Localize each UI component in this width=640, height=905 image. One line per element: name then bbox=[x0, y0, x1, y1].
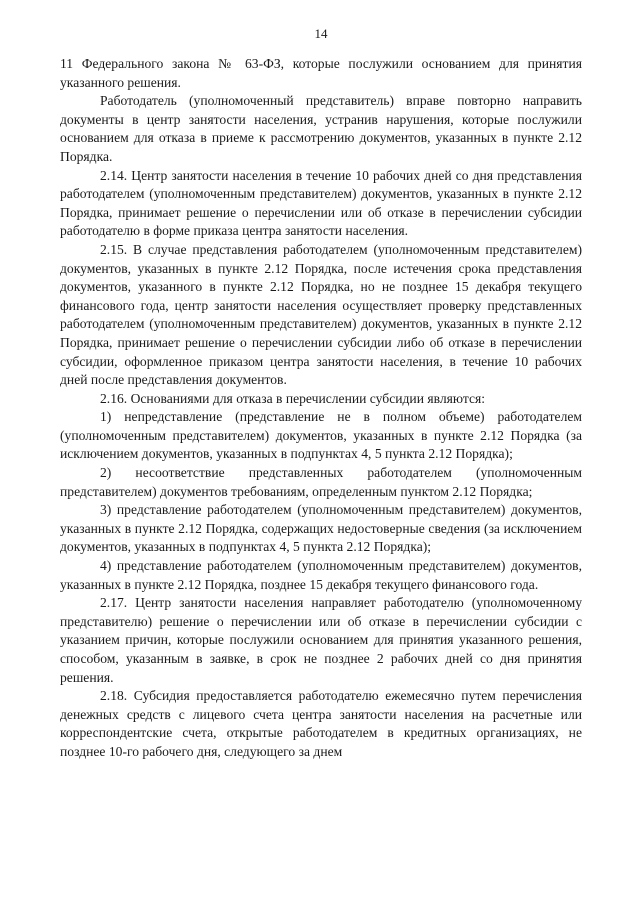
paragraph-continuation: 11 Федерального закона № 63-ФЗ, которые послужили основанием для принятия указанного решения. bbox=[60, 56, 582, 90]
list-item-2: 2) несоответствие представленных работодателем (уполномоченным представителем) документов требованиям, определенным пунктом 2.12 Порядка; bbox=[60, 465, 582, 499]
list-item-3: 3) представление работодателем (уполномоченным представителем) документов, указанных в пункте 2.12 Порядка, содержащих недостоверные сведения (за исключением документов, указанных в подпунктах 4, 5 пункта 2.12 Порядка); bbox=[60, 502, 582, 555]
paragraph-2-16: 2.16. Основаниями для отказа в перечислении субсидии являются: bbox=[100, 390, 486, 406]
paragraph-resubmission: Работодатель (уполномоченный представитель) вправе повторно направить документы в центр занятости населения, устранив нарушения, которые послужили основанием для отказа в приеме к рассмотрению документов, указанных в пункте 2.12 Порядка. bbox=[60, 93, 582, 164]
paragraph-2-14: 2.14. Центр занятости населения в течение 10 рабочих дней со дня представления работодателем (уполномоченным представителем) документов, указанных в пункте 2.12 Порядка, принимает решение о перечислении или об отказе в перечислении субсидии работодателю в форме приказа центра занятости населения. bbox=[60, 167, 582, 239]
paragraph-2-15: 2.15. В случае представления работодателем (уполномоченным представителем) документов, указанных в пункте 2.12 Порядка, после истечения срока представления документов, указанного в пункте 2.12 Порядка, но не позднее 15 декабря текущего финансового года, центр занятости населения осуществляет проверку представленных работодателем (уполномоченным представителем) документов, указанных в пункте 2.12 Порядка, принимает решение о перечислении субсидии либо об отказе в перечислении субсидии, оформленное приказом центра занятости населения, в течение 10 рабочих дней после представления документов. bbox=[60, 241, 582, 388]
paragraph-2-17: 2.17. Центр занятости населения направляет работодателю (уполномоченному представителю) решение о перечислении или об отказе в перечислении субсидии с указанием причин, которые послужили основанием для принятия указанного решения, способом, указанным в заявке, в срок не позднее 2 рабочих дней со дня принятия решения. bbox=[60, 595, 582, 685]
paragraph-2-18: 2.18. Субсидия предоставляется работодателю ежемесячно путем перечисления денежных средств с лицевого счета центра занятости населения на расчетные или корреспондентские счета, открытые работодателем в кредитных организациях, не позднее 10-го рабочего дня, следующего за днем bbox=[60, 688, 582, 759]
list-item-1: 1) непредставление (представление не в полном объеме) работодателем (уполномоченным представителем) документов, указанных в пункте 2.12 Порядка (за исключением документов, указанных в подпунктах 4, 5 пункта 2.12 Порядка); bbox=[60, 409, 582, 462]
list-item-4: 4) представление работодателем (уполномоченным представителем) документов, указанных в пункте 2.12 Порядка, позднее 15 декабря текущего финансового года. bbox=[60, 558, 582, 592]
page-number: 14 bbox=[314, 26, 328, 41]
